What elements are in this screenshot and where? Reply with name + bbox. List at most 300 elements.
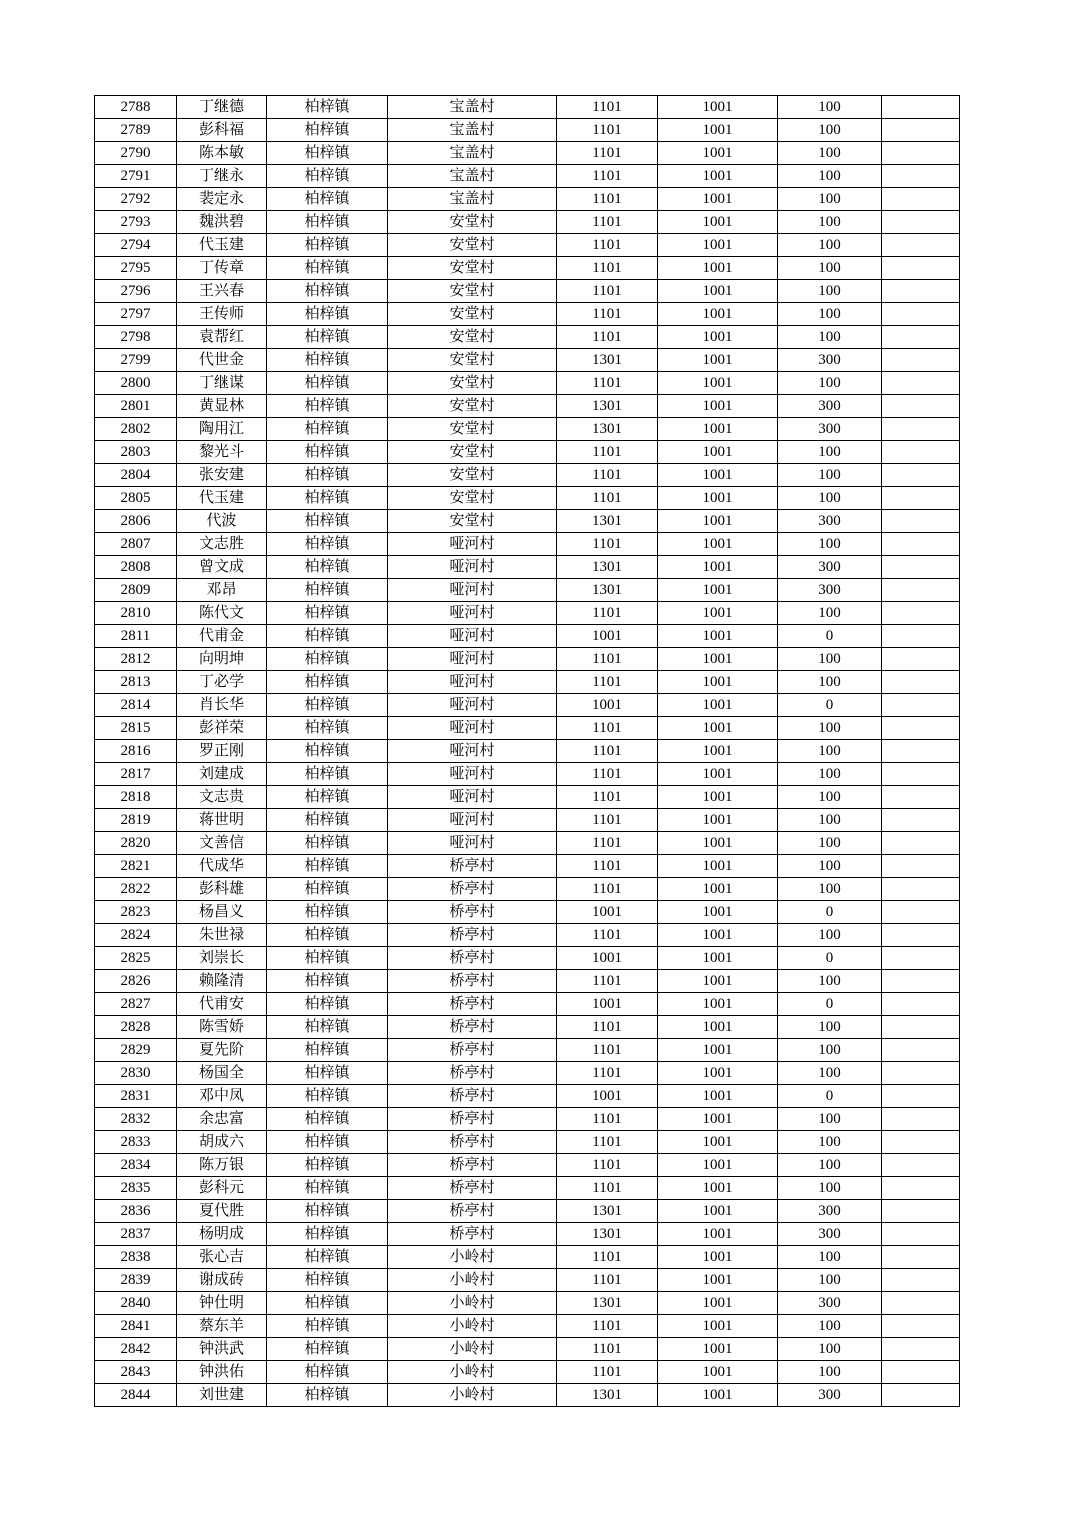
cell-blank [882,188,960,211]
cell-code1: 1101 [557,717,658,740]
cell-amount: 100 [778,1062,882,1085]
cell-amount: 100 [778,96,882,119]
cell-id: 2810 [95,602,177,625]
cell-village: 哑河村 [388,786,557,809]
cell-code1: 1101 [557,303,658,326]
cell-name: 陶用江 [177,418,267,441]
cell-id: 2819 [95,809,177,832]
cell-name: 谢成砖 [177,1269,267,1292]
table-row [95,96,960,119]
cell-blank [882,211,960,234]
cell-code1: 1101 [557,441,658,464]
cell-village: 桥亭村 [388,1108,557,1131]
cell-name: 肖长华 [177,694,267,717]
cell-village: 安堂村 [388,395,557,418]
cell-village: 安堂村 [388,303,557,326]
cell-amount: 0 [778,1085,882,1108]
cell-village: 安堂村 [388,234,557,257]
cell-id: 2806 [95,510,177,533]
cell-village: 小岭村 [388,1361,557,1384]
cell-name: 钟洪佑 [177,1361,267,1384]
table-row [95,1292,960,1315]
cell-blank [882,487,960,510]
table-row [95,694,960,717]
cell-code2: 1001 [658,257,778,280]
cell-code2: 1001 [658,993,778,1016]
cell-town: 柏梓镇 [267,96,388,119]
cell-name: 朱世禄 [177,924,267,947]
cell-name: 余忠富 [177,1108,267,1131]
table-row [95,234,960,257]
cell-amount: 300 [778,579,882,602]
cell-name: 丁必学 [177,671,267,694]
cell-town: 柏梓镇 [267,832,388,855]
cell-blank [882,119,960,142]
cell-town: 柏梓镇 [267,510,388,533]
cell-blank [882,717,960,740]
cell-code1: 1001 [557,694,658,717]
cell-town: 柏梓镇 [267,211,388,234]
cell-blank [882,1361,960,1384]
cell-village: 宝盖村 [388,188,557,211]
cell-name: 赖隆清 [177,970,267,993]
table-row [95,1269,960,1292]
cell-town: 柏梓镇 [267,1154,388,1177]
table-row [95,1223,960,1246]
table-row [95,602,960,625]
cell-town: 柏梓镇 [267,602,388,625]
cell-blank [882,1016,960,1039]
cell-village: 小岭村 [388,1246,557,1269]
cell-village: 宝盖村 [388,165,557,188]
cell-id: 2802 [95,418,177,441]
cell-blank [882,533,960,556]
cell-blank [882,970,960,993]
cell-village: 安堂村 [388,441,557,464]
cell-code2: 1001 [658,372,778,395]
table-row [95,671,960,694]
cell-village: 小岭村 [388,1292,557,1315]
cell-id: 2788 [95,96,177,119]
cell-id: 2816 [95,740,177,763]
cell-id: 2824 [95,924,177,947]
cell-code1: 1101 [557,763,658,786]
cell-amount: 100 [778,119,882,142]
cell-name: 文善信 [177,832,267,855]
cell-code2: 1001 [658,142,778,165]
cell-code2: 1001 [658,510,778,533]
cell-code1: 1101 [557,119,658,142]
table-row [95,257,960,280]
table-row [95,1200,960,1223]
cell-id: 2809 [95,579,177,602]
cell-id: 2828 [95,1016,177,1039]
cell-blank [882,142,960,165]
cell-code1: 1301 [557,1292,658,1315]
cell-id: 2836 [95,1200,177,1223]
cell-code2: 1001 [658,1315,778,1338]
cell-code1: 1101 [557,1177,658,1200]
cell-amount: 100 [778,1246,882,1269]
table-row [95,487,960,510]
table-row [95,211,960,234]
cell-village: 哑河村 [388,533,557,556]
cell-code1: 1301 [557,1223,658,1246]
cell-name: 彭科福 [177,119,267,142]
cell-amount: 100 [778,1131,882,1154]
cell-name: 杨国全 [177,1062,267,1085]
cell-code1: 1101 [557,1108,658,1131]
cell-code1: 1101 [557,1131,658,1154]
cell-town: 柏梓镇 [267,763,388,786]
cell-village: 小岭村 [388,1384,557,1407]
cell-amount: 100 [778,671,882,694]
cell-village: 小岭村 [388,1269,557,1292]
cell-village: 哑河村 [388,694,557,717]
cell-amount: 100 [778,326,882,349]
table-row [95,1177,960,1200]
cell-town: 柏梓镇 [267,556,388,579]
cell-code1: 1101 [557,464,658,487]
cell-code2: 1001 [658,556,778,579]
cell-village: 哑河村 [388,602,557,625]
cell-code1: 1101 [557,533,658,556]
cell-amount: 100 [778,786,882,809]
table-row [95,326,960,349]
cell-code2: 1001 [658,625,778,648]
cell-village: 桥亭村 [388,1154,557,1177]
cell-town: 柏梓镇 [267,142,388,165]
cell-town: 柏梓镇 [267,1292,388,1315]
cell-code1: 1101 [557,326,658,349]
cell-blank [882,1131,960,1154]
cell-village: 桥亭村 [388,855,557,878]
cell-code2: 1001 [658,947,778,970]
table-row [95,1361,960,1384]
cell-village: 桥亭村 [388,1131,557,1154]
cell-code2: 1001 [658,855,778,878]
cell-village: 哑河村 [388,740,557,763]
cell-id: 2803 [95,441,177,464]
cell-blank [882,234,960,257]
cell-town: 柏梓镇 [267,1223,388,1246]
cell-town: 柏梓镇 [267,1062,388,1085]
cell-town: 柏梓镇 [267,1016,388,1039]
cell-id: 2799 [95,349,177,372]
cell-village: 哑河村 [388,625,557,648]
cell-name: 刘建成 [177,763,267,786]
cell-amount: 100 [778,1016,882,1039]
cell-code1: 1001 [557,947,658,970]
table-row [95,510,960,533]
cell-town: 柏梓镇 [267,441,388,464]
records-table [94,95,960,1407]
cell-code2: 1001 [658,1384,778,1407]
cell-village: 桥亭村 [388,1016,557,1039]
cell-village: 安堂村 [388,464,557,487]
cell-amount: 100 [778,372,882,395]
cell-amount: 100 [778,165,882,188]
cell-id: 2829 [95,1039,177,1062]
cell-amount: 100 [778,303,882,326]
cell-amount: 300 [778,1292,882,1315]
cell-name: 刘崇长 [177,947,267,970]
cell-name: 代成华 [177,855,267,878]
cell-amount: 300 [778,349,882,372]
cell-amount: 100 [778,832,882,855]
cell-town: 柏梓镇 [267,188,388,211]
cell-amount: 100 [778,717,882,740]
cell-name: 丁继德 [177,96,267,119]
cell-code2: 1001 [658,188,778,211]
cell-name: 邓中凤 [177,1085,267,1108]
cell-blank [882,96,960,119]
cell-amount: 300 [778,395,882,418]
cell-name: 陈雪娇 [177,1016,267,1039]
cell-blank [882,556,960,579]
cell-name: 夏代胜 [177,1200,267,1223]
table-row [95,280,960,303]
cell-id: 2794 [95,234,177,257]
cell-blank [882,947,960,970]
cell-blank [882,1085,960,1108]
cell-code2: 1001 [658,1246,778,1269]
cell-town: 柏梓镇 [267,1384,388,1407]
cell-blank [882,786,960,809]
cell-code1: 1301 [557,556,658,579]
cell-id: 2801 [95,395,177,418]
cell-name: 黎光斗 [177,441,267,464]
cell-amount: 0 [778,901,882,924]
cell-name: 刘世建 [177,1384,267,1407]
table-row [95,1246,960,1269]
cell-blank [882,257,960,280]
cell-code1: 1101 [557,280,658,303]
cell-village: 桥亭村 [388,947,557,970]
cell-amount: 100 [778,533,882,556]
cell-blank [882,441,960,464]
cell-id: 2843 [95,1361,177,1384]
table-row [95,418,960,441]
cell-id: 2795 [95,257,177,280]
cell-amount: 300 [778,1223,882,1246]
cell-id: 2832 [95,1108,177,1131]
cell-village: 安堂村 [388,326,557,349]
cell-amount: 0 [778,993,882,1016]
cell-village: 桥亭村 [388,1062,557,1085]
cell-blank [882,1223,960,1246]
cell-village: 小岭村 [388,1315,557,1338]
table-row [95,395,960,418]
cell-name: 魏洪碧 [177,211,267,234]
cell-name: 彭科元 [177,1177,267,1200]
cell-id: 2813 [95,671,177,694]
cell-amount: 100 [778,855,882,878]
cell-code2: 1001 [658,924,778,947]
cell-id: 2789 [95,119,177,142]
cell-town: 柏梓镇 [267,1200,388,1223]
cell-id: 2830 [95,1062,177,1085]
cell-name: 代玉建 [177,487,267,510]
cell-name: 文志贵 [177,786,267,809]
cell-name: 曾文成 [177,556,267,579]
cell-amount: 100 [778,648,882,671]
cell-name: 王兴春 [177,280,267,303]
cell-village: 桥亭村 [388,1200,557,1223]
cell-code2: 1001 [658,717,778,740]
cell-code1: 1301 [557,510,658,533]
cell-town: 柏梓镇 [267,1085,388,1108]
cell-blank [882,602,960,625]
cell-amount: 300 [778,1384,882,1407]
cell-town: 柏梓镇 [267,487,388,510]
table-row [95,901,960,924]
cell-village: 桥亭村 [388,1039,557,1062]
table-row [95,1062,960,1085]
cell-code2: 1001 [658,1154,778,1177]
cell-id: 2805 [95,487,177,510]
table-row [95,1315,960,1338]
cell-id: 2820 [95,832,177,855]
cell-name: 胡成六 [177,1131,267,1154]
cell-amount: 0 [778,625,882,648]
cell-town: 柏梓镇 [267,349,388,372]
table-row [95,625,960,648]
cell-blank [882,1292,960,1315]
cell-code2: 1001 [658,280,778,303]
cell-name: 张心吉 [177,1246,267,1269]
cell-code1: 1301 [557,349,658,372]
table-row [95,878,960,901]
cell-town: 柏梓镇 [267,648,388,671]
records-table-body [95,96,960,1407]
cell-village: 宝盖村 [388,142,557,165]
table-row [95,993,960,1016]
cell-blank [882,1269,960,1292]
cell-amount: 0 [778,947,882,970]
cell-village: 桥亭村 [388,993,557,1016]
cell-name: 罗正刚 [177,740,267,763]
cell-code2: 1001 [658,809,778,832]
cell-code1: 1101 [557,855,658,878]
cell-code2: 1001 [658,487,778,510]
cell-blank [882,924,960,947]
cell-blank [882,993,960,1016]
cell-code1: 1301 [557,418,658,441]
cell-id: 2831 [95,1085,177,1108]
cell-code1: 1101 [557,142,658,165]
cell-id: 2822 [95,878,177,901]
cell-town: 柏梓镇 [267,694,388,717]
table-row [95,556,960,579]
cell-code2: 1001 [658,878,778,901]
cell-id: 2835 [95,1177,177,1200]
table-row [95,188,960,211]
cell-code2: 1001 [658,832,778,855]
cell-town: 柏梓镇 [267,809,388,832]
cell-id: 2811 [95,625,177,648]
cell-name: 彭科雄 [177,878,267,901]
table-row [95,349,960,372]
cell-code1: 1101 [557,257,658,280]
cell-code1: 1101 [557,878,658,901]
cell-code2: 1001 [658,533,778,556]
cell-amount: 300 [778,510,882,533]
cell-town: 柏梓镇 [267,1246,388,1269]
cell-id: 2792 [95,188,177,211]
cell-blank [882,372,960,395]
cell-town: 柏梓镇 [267,280,388,303]
cell-code1: 1101 [557,924,658,947]
cell-town: 柏梓镇 [267,1177,388,1200]
cell-village: 安堂村 [388,510,557,533]
table-row [95,142,960,165]
cell-code1: 1101 [557,188,658,211]
cell-code2: 1001 [658,1108,778,1131]
cell-code2: 1001 [658,786,778,809]
cell-amount: 0 [778,694,882,717]
table-row [95,1085,960,1108]
cell-village: 宝盖村 [388,96,557,119]
cell-blank [882,280,960,303]
cell-village: 桥亭村 [388,1223,557,1246]
cell-blank [882,763,960,786]
cell-id: 2826 [95,970,177,993]
table-row [95,119,960,142]
cell-blank [882,625,960,648]
cell-name: 陈万银 [177,1154,267,1177]
cell-village: 哑河村 [388,556,557,579]
cell-village: 宝盖村 [388,119,557,142]
table-row [95,648,960,671]
table-row [95,832,960,855]
cell-blank [882,165,960,188]
cell-blank [882,1384,960,1407]
table-row [95,1384,960,1407]
cell-id: 2817 [95,763,177,786]
table-row [95,763,960,786]
cell-id: 2825 [95,947,177,970]
cell-town: 柏梓镇 [267,1108,388,1131]
cell-blank [882,1154,960,1177]
cell-name: 丁继永 [177,165,267,188]
cell-blank [882,1062,960,1085]
cell-code1: 1101 [557,211,658,234]
cell-blank [882,326,960,349]
cell-town: 柏梓镇 [267,326,388,349]
cell-code2: 1001 [658,579,778,602]
cell-code2: 1001 [658,648,778,671]
cell-amount: 100 [778,188,882,211]
cell-code1: 1101 [557,165,658,188]
cell-id: 2842 [95,1338,177,1361]
cell-name: 陈本敏 [177,142,267,165]
cell-id: 2823 [95,901,177,924]
cell-id: 2807 [95,533,177,556]
cell-village: 哑河村 [388,809,557,832]
cell-village: 桥亭村 [388,901,557,924]
cell-blank [882,418,960,441]
cell-code1: 1101 [557,487,658,510]
cell-id: 2815 [95,717,177,740]
cell-code1: 1001 [557,901,658,924]
cell-amount: 100 [778,1039,882,1062]
cell-town: 柏梓镇 [267,1039,388,1062]
cell-name: 袁帮红 [177,326,267,349]
cell-id: 2834 [95,1154,177,1177]
cell-name: 蔡东羊 [177,1315,267,1338]
table-row [95,464,960,487]
